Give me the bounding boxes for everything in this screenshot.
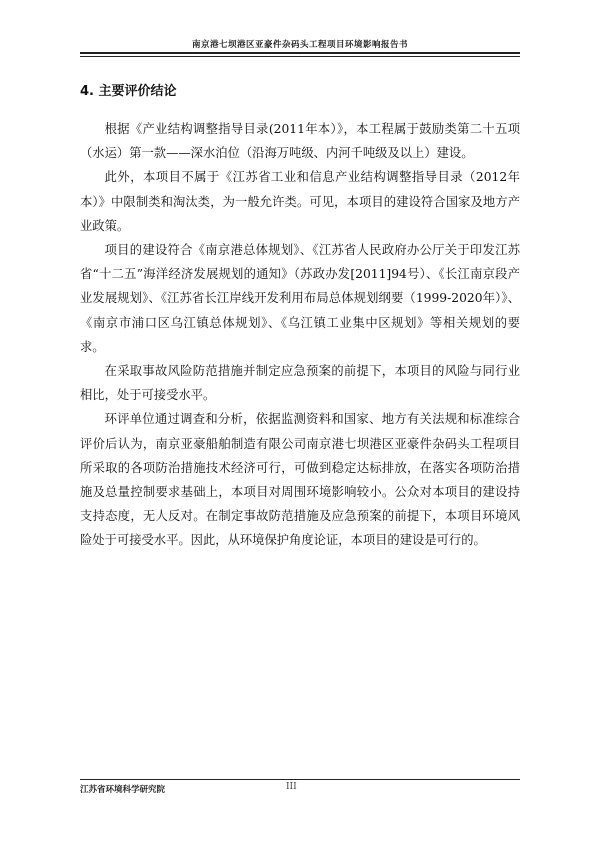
paragraph-4: 在采取事故风险防范措施并制定应急预案的前提下，本项目的风险与同行业相比，处于可接受水平。 xyxy=(80,364,520,403)
paragraph-1: 根据《产业结构调整指导目录(2011年本）》，本工程属于鼓励类第二十五项（水运）第一款——深水泊位（沿海万吨级、内河千吨级及以上）建设。 xyxy=(80,122,520,161)
footer-rule xyxy=(80,779,520,780)
section-title: 4. 主要评价结论 xyxy=(80,84,177,99)
body-text xyxy=(80,117,520,553)
paragraph-5: 环评单位通过调查和分析，依据监测资料和国家、地方有关法规和标准综合评价后认为，南京亚豪船舶制造有限公司南京港七坝港区亚豪件杂码头工程项目所采取的各项防治措施技术经济可行，可做到稳定达标排放，在落实各项防治措施及总量控制要求基础上，本项目对周围环境影响较小。公众对本项目的建设持支持态度，无人反对。在制定事故防范措施及应急预案的前提下，本项目环境风险处于可接受水平。因此，从环境保护角度论证，本项目的建设是可行的。 xyxy=(80,412,520,548)
page-number: III xyxy=(286,782,297,792)
header-rule xyxy=(80,52,520,54)
running-header: 南京港七坝港区亚豪件杂码头工程项目环境影响报告书 xyxy=(191,40,408,50)
paragraph-2: 此外，本项目不属于《江苏省工业和信息产业结构调整指导目录（2012年本）》中限制类和淘汰类，为一般允许类。可见，本项目的建设符合国家及地方产业政策。 xyxy=(80,170,520,233)
paragraph-3: 项目的建设符合《南京港总体规划》、《江苏省人民政府办公厅关于印发江苏省“十二五”海洋经济发展规划的通知》（苏政办发[2011]94号）、《长江南京段产业发展规划》、《江苏省长江岸线开发利用布局总体规划纲要（1999-2020年）》、《南京市浦口区乌江镇总体规划》、《乌江镇工业集中区规划》等相关规划的要求。 xyxy=(80,243,520,354)
header-rule-thin xyxy=(80,56,520,57)
footer-organization: 江苏省环境科学研究院 xyxy=(80,785,166,795)
